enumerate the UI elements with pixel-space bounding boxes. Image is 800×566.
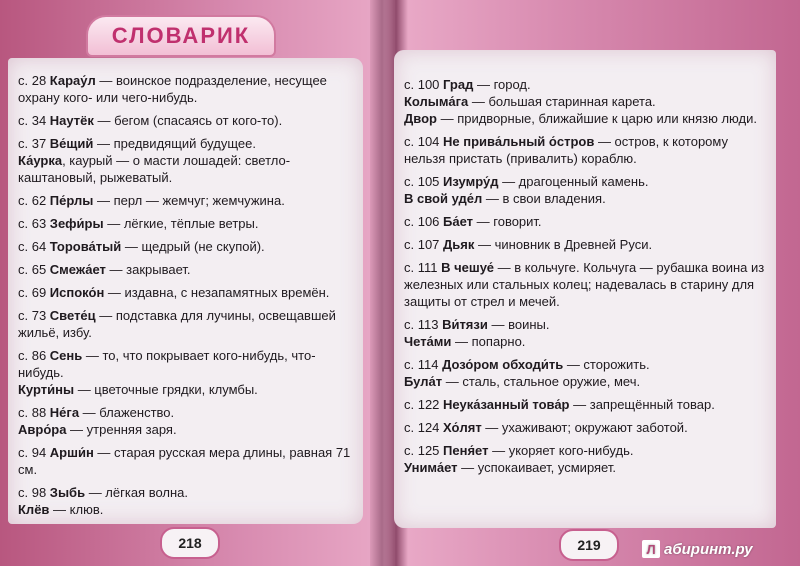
right-entries — [404, 76, 770, 482]
right-page-number: 219 — [559, 529, 619, 561]
entry-page-ref: с. 106 — [404, 214, 444, 229]
entry-definition: — запрещённый товар. — [569, 397, 715, 412]
entry-term: Пе́рлы — [49, 193, 94, 208]
entry-term: Сень — [49, 348, 83, 363]
entry-term: Ба́ет — [443, 214, 474, 229]
entry-definition: — предвидящий будущее. — [93, 136, 256, 151]
entry-term: Ви́тязи — [442, 317, 488, 332]
dictionary-entry — [404, 259, 770, 310]
watermark — [642, 538, 792, 560]
dictionary-entry — [18, 261, 357, 278]
entry-definition: — клюв. — [49, 502, 104, 517]
dictionary-entry — [18, 347, 357, 398]
dictionary-entry — [18, 444, 357, 478]
entry-page-ref: с. 105 — [404, 174, 444, 189]
entry-term: Клёв — [18, 502, 50, 517]
entry-page-ref: с. 65 — [18, 262, 50, 277]
entry-definition: — драгоценный камень. — [498, 174, 649, 189]
entry-definition: — большая старинная карета. — [468, 94, 656, 109]
entry-definition: — то, что покрывает кого-нибудь, что-нибудь. — [18, 348, 316, 380]
entry-definition: — придворные, ближайшие к царю или князю люди. — [436, 111, 757, 126]
entry-term: Чета́ми — [404, 334, 452, 349]
dictionary-subentry — [404, 190, 770, 207]
dictionary-entry — [18, 215, 357, 232]
entry-page-ref: с. 113 — [404, 317, 443, 332]
left-page — [8, 58, 363, 524]
entry-term: Ве́щий — [49, 136, 94, 151]
dictionary-entry — [18, 238, 357, 255]
entry-definition: — сторожить. — [563, 357, 650, 372]
entry-term: Хо́лят — [443, 420, 482, 435]
entry-term: Ка́урка — [18, 153, 63, 168]
entry-term: Свете́ц — [49, 308, 96, 323]
entry-page-ref: с. 64 — [18, 239, 50, 254]
left-entries — [18, 72, 357, 524]
entry-term: Дьяк — [443, 237, 475, 252]
entry-definition: — успокаивает, усмиряет. — [457, 460, 616, 475]
entry-definition: — перл — жемчуг; жемчужина. — [93, 193, 285, 208]
dictionary-entry — [18, 404, 357, 438]
entry-definition: — воинское подразделение, несущее охрану кого- или чего-нибудь. — [18, 73, 327, 105]
dictionary-entry — [18, 112, 357, 129]
dictionary-entry — [18, 135, 357, 186]
dictionary-entry — [404, 316, 770, 350]
dictionary-entry — [404, 76, 770, 127]
entry-term: Колыма́га — [404, 94, 469, 109]
entry-term: Курти́ны — [18, 382, 75, 397]
watermark-text: абиринт.ру — [664, 540, 753, 558]
entry-page-ref: с. 37 — [18, 136, 50, 151]
dictionary-subentry — [18, 501, 357, 518]
dictionary-subentry — [18, 152, 357, 186]
entry-definition: — сталь, стальное оружие, меч. — [442, 374, 641, 389]
entry-definition: — цветочные грядки, клумбы. — [74, 382, 258, 397]
book-spine — [370, 0, 394, 566]
entry-page-ref: с. 34 — [18, 113, 50, 128]
entry-definition: — укоряет кого-нибудь. — [488, 443, 634, 458]
entry-definition: — остров, к которому нельзя пристать (привалить) кораблю. — [404, 134, 728, 166]
entry-term: Пеня́ет — [443, 443, 489, 458]
entry-page-ref: с. 100 — [404, 77, 444, 92]
entry-definition: — щедрый (не скупой). — [121, 239, 265, 254]
dictionary-entry — [404, 133, 770, 167]
dictionary-subentry — [404, 110, 770, 127]
dictionary-entry — [18, 72, 357, 106]
entry-definition: — издавна, с незапамятных времён. — [104, 285, 330, 300]
entry-definition: — в кольчуге. Кольчуга — рубашка воина из железных или стальных колец; надевалась в старину для защиты от стрел и мечей. — [404, 260, 765, 309]
entry-term: Не́га — [49, 405, 80, 420]
entry-definition: — попарно. — [451, 334, 526, 349]
entry-term: Неука́занный това́р — [443, 397, 570, 412]
entry-term: В чешуе́ — [441, 260, 495, 275]
entry-definition: , каурый — о масти лошадей: светло-каштановый, рыжеватый. — [18, 153, 291, 185]
dictionary-entry — [404, 236, 770, 253]
dictionary-entry — [404, 213, 770, 230]
entry-term: Зыбь — [49, 485, 86, 500]
entry-term: Арши́н — [49, 445, 94, 460]
entry-term: Карау́л — [49, 73, 96, 88]
entry-definition: — чиновник в Древней Руси. — [474, 237, 653, 252]
entry-term: Дозо́ром обходи́ть — [442, 357, 564, 372]
entry-term: Изумру́д — [443, 174, 499, 189]
entry-page-ref: с. 86 — [18, 348, 50, 363]
entry-definition: — говорит. — [473, 214, 542, 229]
entry-definition: — бегом (спасаясь от кого-то). — [93, 113, 283, 128]
entry-definition: — утренняя заря. — [66, 422, 177, 437]
entry-definition: — в свои владения. — [482, 191, 606, 206]
dictionary-subentry — [18, 381, 357, 398]
entry-definition: — блаженство. — [79, 405, 175, 420]
left-page-number: 218 — [160, 527, 220, 559]
entry-definition: — ухаживают; окружают заботой. — [481, 420, 688, 435]
entry-term: В свой уде́л — [404, 191, 483, 206]
entry-page-ref: с. 69 — [18, 285, 50, 300]
entry-page-ref: с. 88 — [18, 405, 50, 420]
entry-page-ref: с. 111 — [404, 260, 442, 275]
dictionary-entry — [404, 173, 770, 207]
entry-definition: — закрывает. — [105, 262, 191, 277]
dictionary-subentry — [404, 459, 770, 476]
dictionary-entry — [18, 192, 357, 209]
dictionary-entry — [18, 484, 357, 518]
entry-definition: — лёгкие, тёплые ветры. — [103, 216, 259, 231]
entry-page-ref: с. 73 — [18, 308, 50, 323]
dictionary-entry — [404, 442, 770, 476]
dictionary-subentry — [404, 333, 770, 350]
entry-page-ref: с. 98 — [18, 485, 50, 500]
dictionary-entry — [404, 419, 770, 436]
entry-page-ref: с. 124 — [404, 420, 444, 435]
entry-term: Наутёк — [49, 113, 94, 128]
dictionary-subentry — [18, 421, 357, 438]
labirint-logo-icon: Л — [642, 540, 660, 558]
entry-definition: — воины. — [487, 317, 550, 332]
entry-page-ref: с. 28 — [18, 73, 50, 88]
entry-definition: — лёгкая волна. — [85, 485, 189, 500]
entry-page-ref: с. 125 — [404, 443, 444, 458]
entry-page-ref: с. 114 — [404, 357, 443, 372]
entry-term: Град — [443, 77, 474, 92]
right-page — [394, 50, 776, 528]
entry-term: Була́т — [404, 374, 443, 389]
dictionary-subentry — [404, 373, 770, 390]
entry-definition: — город. — [473, 77, 531, 92]
dictionary-subentry — [404, 93, 770, 110]
dictionary-entry — [18, 307, 357, 341]
entry-term: Двор — [404, 111, 437, 126]
title-banner — [86, 15, 276, 57]
dictionary-entry — [404, 396, 770, 413]
page-title: СЛОВАРИК — [111, 23, 251, 48]
entry-term: Унима́ет — [404, 460, 458, 475]
entry-page-ref: с. 94 — [18, 445, 50, 460]
entry-term: Торова́тый — [49, 239, 122, 254]
entry-definition: — подставка для лучины, освещавшей жильё, избу. — [18, 308, 336, 340]
dictionary-entry — [404, 356, 770, 390]
entry-term: Не прива́льный о́стров — [443, 134, 595, 149]
entry-term: Зефи́ры — [49, 216, 104, 231]
entry-definition: — старая русская мера длины, равная 71 см. — [18, 445, 351, 477]
entry-page-ref: с. 122 — [404, 397, 444, 412]
entry-page-ref: с. 62 — [18, 193, 50, 208]
entry-term: Испоко́н — [49, 285, 105, 300]
entry-page-ref: с. 63 — [18, 216, 50, 231]
dictionary-entry — [18, 284, 357, 301]
entry-term: Смежа́ет — [49, 262, 106, 277]
entry-page-ref: с. 107 — [404, 237, 444, 252]
entry-page-ref: с. 104 — [404, 134, 444, 149]
entry-term: Авро́ра — [18, 422, 67, 437]
